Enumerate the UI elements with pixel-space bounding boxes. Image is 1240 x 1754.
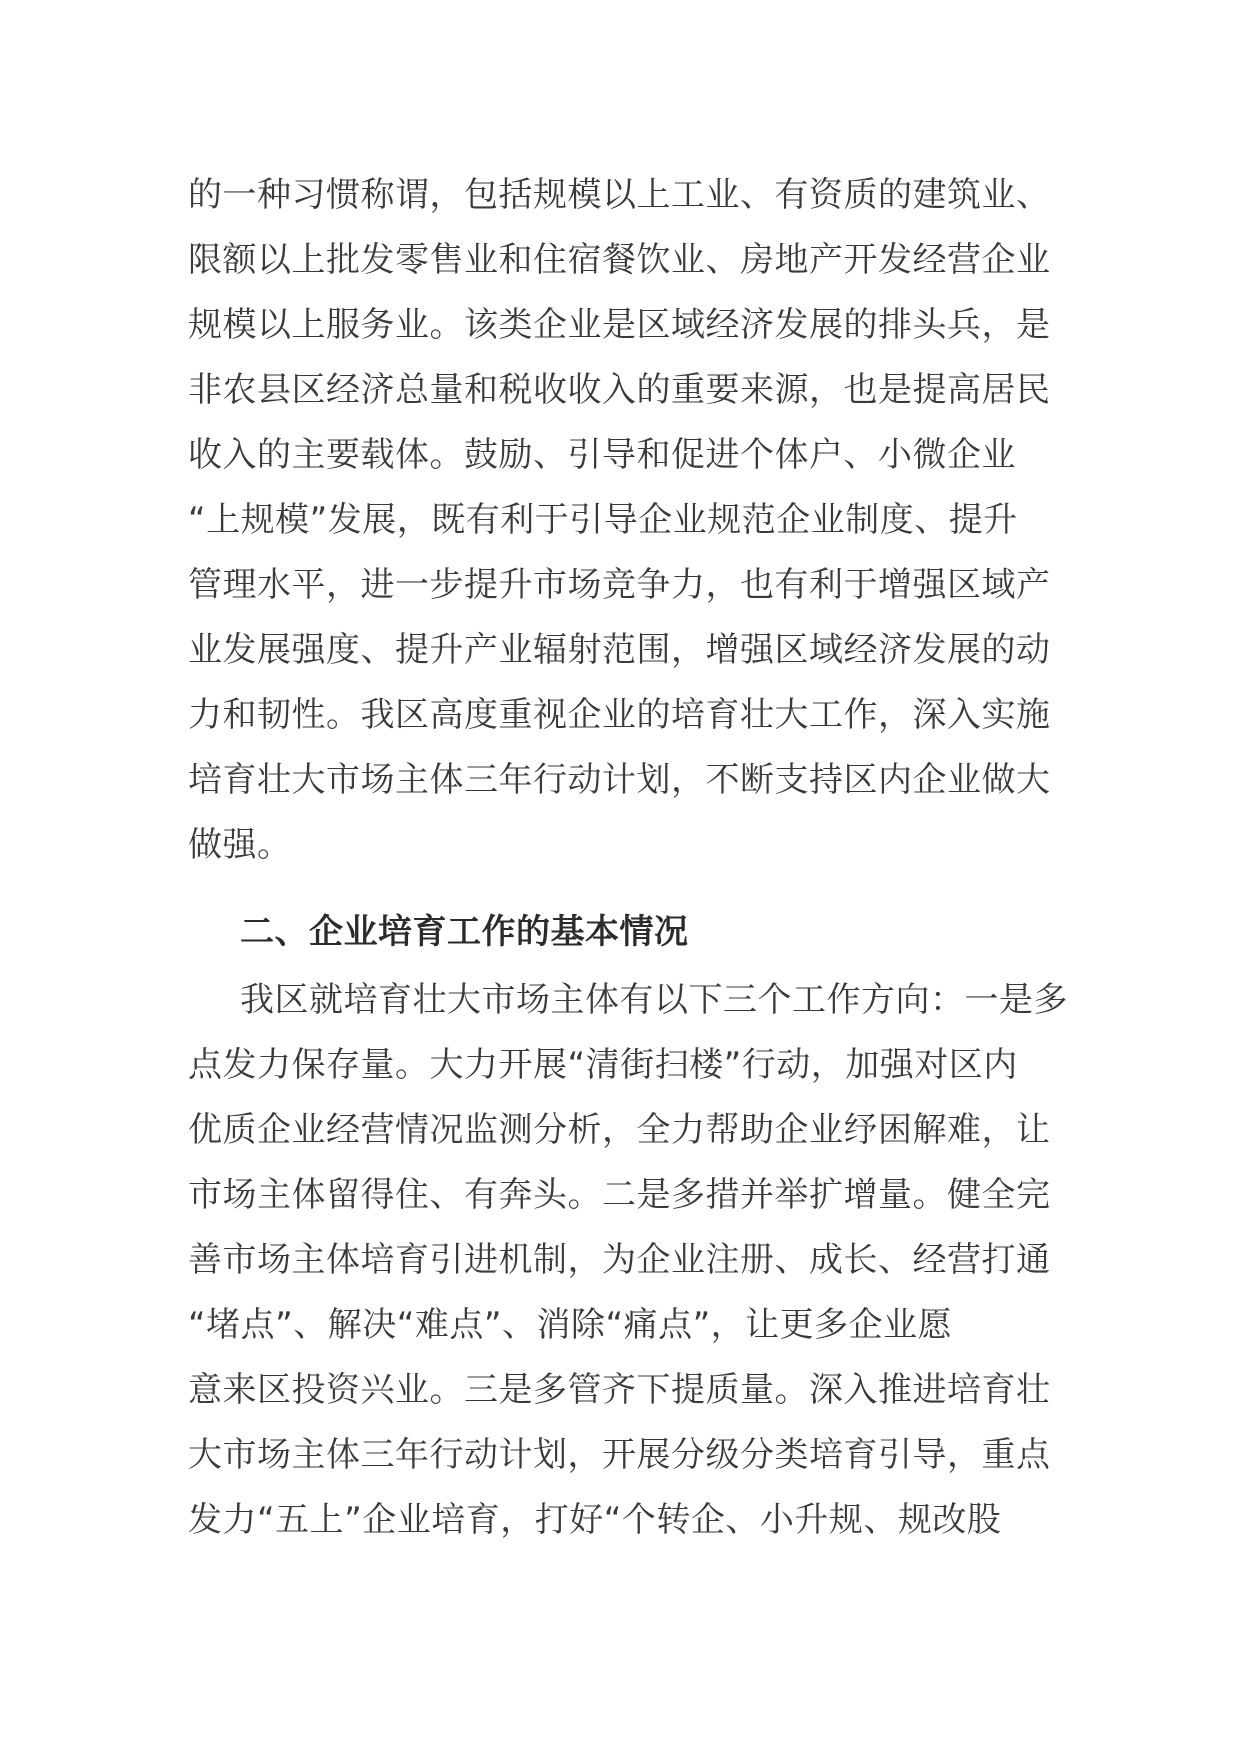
text-line: 限额以上批发零售业和住宿餐饮业、房地产开发经营企业 [188,240,1051,280]
text-line: 市场主体留得住、有奔头。二是多措并举扩增量。健全完 [188,1175,1051,1215]
text-line: 意来区投资兴业。三是多管齐下提质量。深入推进培育壮 [188,1370,1051,1410]
text-line: 力和韧性。我区高度重视企业的培育壮大工作，深入实施 [188,695,1051,735]
text-line: 优质企业经营情况监测分析，全力帮助企业纾困解难，让 [188,1110,1051,1150]
section-heading [188,900,1054,965]
text-line: 规模以上服务业。该类企业是区域经济发展的排头兵，是 [188,305,1051,345]
text-line: 管理水平，进一步提升市场竞争力，也有利于增强区域产 [188,565,1051,605]
text-line: 的一种习惯称谓，包括规模以上工业、有资质的建筑业、 [188,175,1051,215]
text-line: 培育壮大市场主体三年行动计划，不断支持区内企业做大 [188,760,1051,800]
paragraph-continued [188,163,1054,878]
text-line: 非农县区经济总量和税收收入的重要来源，也是提高居民 [188,370,1051,410]
text-line: “堵点”、解决“难点”、消除“痛点”，让更多企业愿 [188,1305,953,1345]
text-line: 大市场主体三年行动计划，开展分级分类培育引导，重点 [188,1435,1051,1475]
section-heading-text: 二、企业培育工作的基本情况 [240,912,689,952]
text-line: 我区就培育壮大市场主体有以下三个工作方向：一是多 [240,980,1068,1020]
text-line: 收入的主要载体。鼓励、引导和促进个体户、小微企业 [188,435,1016,475]
paragraph-work-directions [188,968,1068,1553]
text-line: 做强。 [188,825,292,865]
text-line: 善市场主体培育引进机制，为企业注册、成长、经营打通 [188,1240,1051,1280]
text-line: 发力“五上”企业培育，打好“个转企、小升规、规改股 [188,1500,1002,1540]
text-line: 业发展强度、提升产业辐射范围，增强区域经济发展的动 [188,630,1051,670]
text-line: 点发力保存量。大力开展“清街扫楼”行动，加强对区内 [188,1045,1018,1085]
text-line: “上规模”发展，既有利于引导企业规范企业制度、提升 [188,500,1018,540]
